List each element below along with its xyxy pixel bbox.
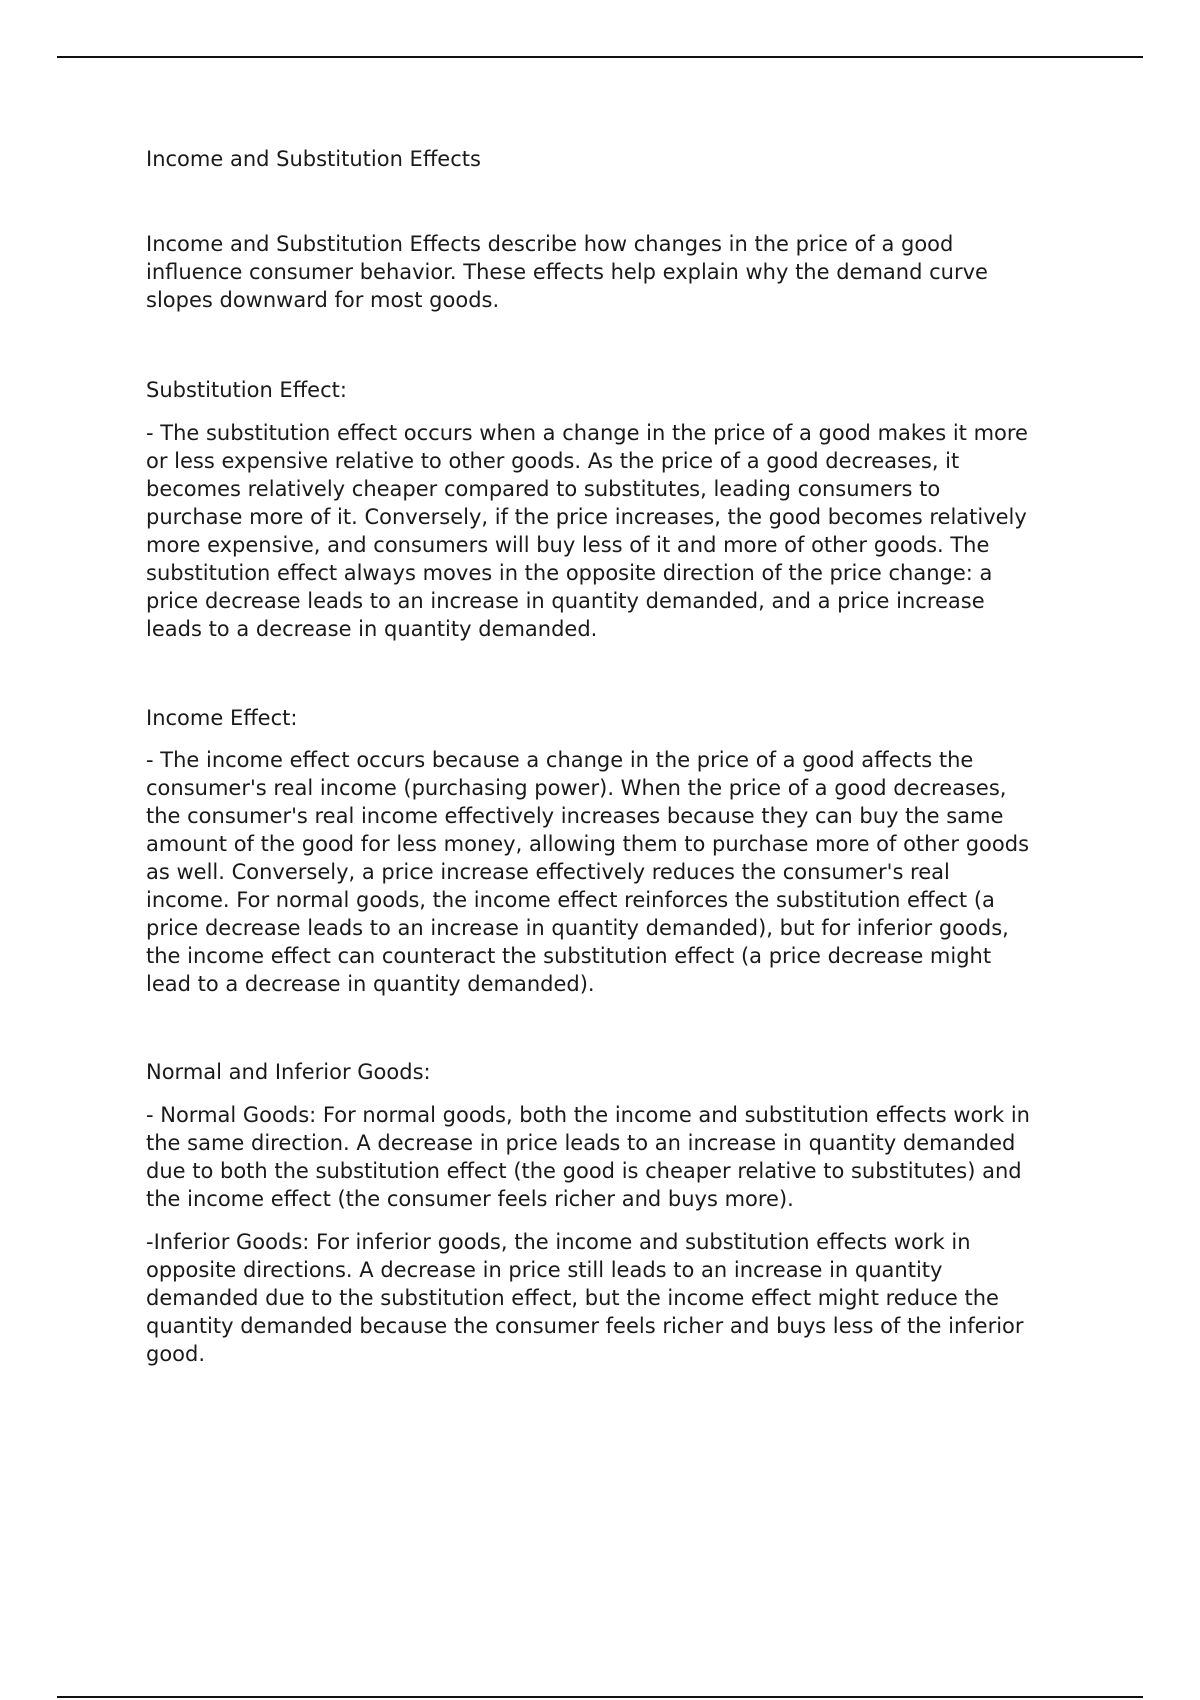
text-line: leads to a decrease in quantity demanded. — [146, 617, 598, 641]
text-line: good. — [146, 1342, 206, 1366]
text-line: slopes downward for most goods. — [146, 288, 500, 312]
text-line: the consumer's real income effectively increases because they can buy the same — [146, 804, 1004, 828]
income-paragraph — [146, 746, 1086, 998]
text-line: quantity demanded because the consumer feels richer and buys less of the inferior — [146, 1314, 1024, 1338]
text-line: -Inferior Goods: For inferior goods, the income and substitution effects work in — [146, 1230, 971, 1254]
document-title: Income and Substitution Effects — [146, 147, 481, 171]
substitution-heading: Substitution Effect: — [146, 378, 347, 402]
text-line: price decrease leads to an increase in quantity demanded, and a price increase — [146, 589, 985, 613]
text-line: demanded due to the substitution effect, but the income effect might reduce the — [146, 1286, 999, 1310]
text-line: purchase more of it. Conversely, if the price increases, the good becomes relatively — [146, 505, 1027, 529]
text-line: becomes relatively cheaper compared to substitutes, leading consumers to — [146, 477, 941, 501]
text-line: - The substitution effect occurs when a change in the price of a good makes it more — [146, 421, 1028, 445]
goods-heading: Normal and Inferior Goods: — [146, 1060, 431, 1084]
text-line: Income and Substitution Effects describe how changes in the price of a good — [146, 232, 954, 256]
text-line: - The income effect occurs because a change in the price of a good affects the — [146, 748, 974, 772]
bottom-rule — [57, 1696, 1143, 1698]
income-heading: Income Effect: — [146, 706, 298, 730]
text-line: due to both the substitution effect (the good is cheaper relative to substitutes) and — [146, 1159, 1022, 1183]
text-line: price decrease leads to an increase in quantity demanded), but for inferior goods, — [146, 916, 1009, 940]
text-line: income. For normal goods, the income effect reinforces the substitution effect (a — [146, 888, 995, 912]
text-line: opposite directions. A decrease in price still leads to an increase in quantity — [146, 1258, 943, 1282]
intro-paragraph — [146, 230, 1086, 314]
text-line: amount of the good for less money, allowing them to purchase more of other goods — [146, 832, 1030, 856]
text-line: the income effect can counteract the substitution effect (a price decrease might — [146, 944, 992, 968]
text-line: lead to a decrease in quantity demanded). — [146, 972, 595, 996]
text-line: more expensive, and consumers will buy less of it and more of other goods. The — [146, 533, 990, 557]
text-line: - Normal Goods: For normal goods, both the income and substitution effects work in — [146, 1103, 1030, 1127]
text-line: or less expensive relative to other goods. As the price of a good decreases, it — [146, 449, 960, 473]
top-rule — [57, 56, 1143, 58]
substitution-paragraph — [146, 419, 1086, 643]
text-line: consumer's real income (purchasing power). When the price of a good decreases, — [146, 776, 1007, 800]
text-line: the same direction. A decrease in price leads to an increase in quantity demanded — [146, 1131, 1016, 1155]
text-line: influence consumer behavior. These effects help explain why the demand curve — [146, 260, 988, 284]
text-line: as well. Conversely, a price increase effectively reduces the consumer's real — [146, 860, 950, 884]
text-line: the income effect (the consumer feels richer and buys more). — [146, 1187, 794, 1211]
normal-goods-paragraph — [146, 1101, 1086, 1213]
text-line: substitution effect always moves in the opposite direction of the price change: a — [146, 561, 993, 585]
inferior-goods-paragraph — [146, 1228, 1086, 1368]
